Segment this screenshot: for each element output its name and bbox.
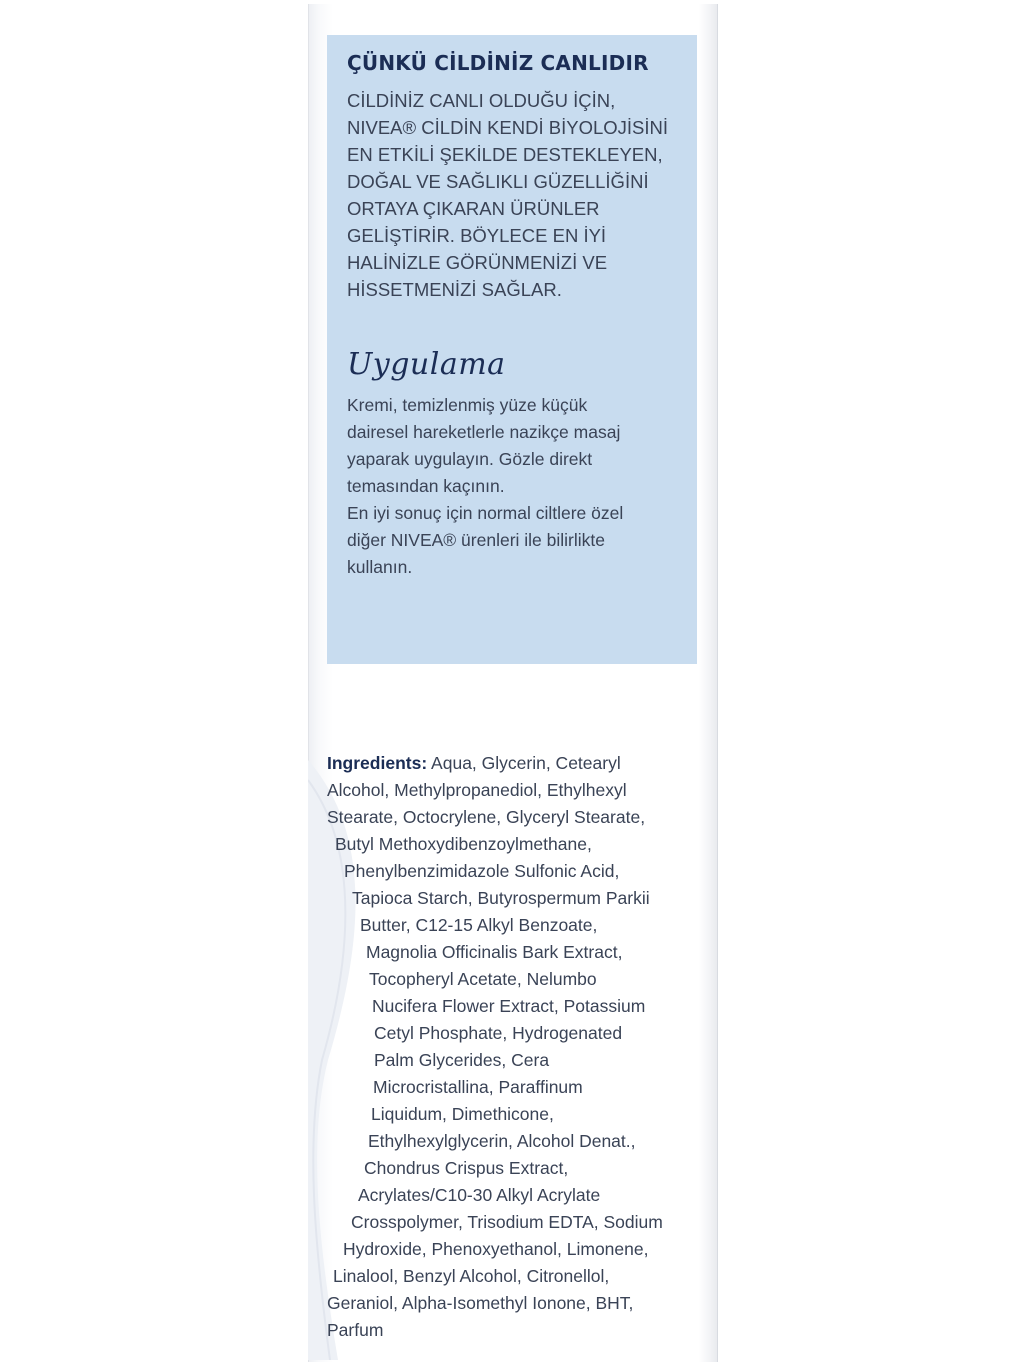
intro-line: GELİŞTİRİR. BÖYLECE EN İYİ <box>347 225 607 246</box>
ingredient-line: Chondrus Crispus Extract, <box>364 1158 569 1178</box>
ingredients-first-text: Aqua, Glycerin, Cetearyl <box>427 753 621 773</box>
ingredient-line: Liquidum, Dimethicone, <box>371 1104 554 1124</box>
intro-line: HALİNİZLE GÖRÜNMENİZİ VE <box>347 252 608 273</box>
usage-line: En iyi sonuç için normal ciltlere özel <box>347 503 624 523</box>
ingredient-line: Linalool, Benzyl Alcohol, Citronellol, <box>333 1266 610 1286</box>
ingredients-label: Ingredients: <box>327 753 428 773</box>
ingredient-line: Phenylbenzimidazole Sulfonic Acid, <box>344 861 620 881</box>
ingredient-line: Crosspolymer, Trisodium EDTA, Sodium <box>351 1212 663 1232</box>
ingredient-line: Stearate, Octocrylene, Glyceryl Stearate, <box>327 807 646 827</box>
panel-heading: ÇÜNKÜ CİLDİNİZ CANLIDIR <box>347 51 649 75</box>
ingredient-line: Microcristallina, Paraffinum <box>373 1077 583 1097</box>
ingredient-line: Nucifera Flower Extract, Potassium <box>372 996 646 1016</box>
usage-line: Kremi, temizlenmiş yüze küçük <box>347 395 588 415</box>
intro-line: EN ETKİLİ ŞEKİLDE DESTEKLEYEN, <box>347 144 663 165</box>
intro-text <box>347 87 697 303</box>
intro-line: DOĞAL VE SAĞLIKLI GÜZELLİĞİNİ <box>347 171 649 192</box>
intro-line: HİSSETMENİZİ SAĞLAR. <box>347 279 562 300</box>
ingredient-line: Alcohol, Methylpropanediol, Ethylhexyl <box>327 780 627 800</box>
usage-line: yaparak uygulayın. Gözle direkt <box>347 449 593 469</box>
ingredients-first-line <box>327 750 707 777</box>
ingredient-line: Butyl Methoxydibenzoylmethane, <box>335 834 592 854</box>
intro-line: CİLDİNİZ CANLI OLDUĞU İÇİN, <box>347 90 616 111</box>
ingredient-line: Butter, C12-15 Alkyl Benzoate, <box>360 915 598 935</box>
usage-line: dairesel hareketlerle nazikçe masaj <box>347 422 621 442</box>
info-panel <box>327 35 697 664</box>
usage-title: Uygulama <box>347 347 506 382</box>
usage-line: temasından kaçının. <box>347 476 505 496</box>
ingredient-line: Hydroxide, Phenoxyethanol, Limonene, <box>343 1239 649 1259</box>
intro-line: NIVEA® CİLDİN KENDİ BİYOLOJİSİNİ <box>347 117 669 138</box>
ingredient-line: Acrylates/C10-30 Alkyl Acrylate <box>358 1185 601 1205</box>
usage-line: diğer NIVEA® ürenleri ile bilirlikte <box>347 530 605 550</box>
usage-line: kullanın. <box>347 557 413 577</box>
ingredient-line: Palm Glycerides, Cera <box>374 1050 550 1070</box>
ingredient-line: Cetyl Phosphate, Hydrogenated <box>374 1023 623 1043</box>
intro-line: ORTAYA ÇIKARAN ÜRÜNLER <box>347 198 600 219</box>
ingredient-line: Ethylhexylglycerin, Alcohol Denat., <box>368 1131 636 1151</box>
ingredient-line: Tapioca Starch, Butyrospermum Parkii <box>352 888 650 908</box>
ingredients-list <box>327 750 707 1344</box>
usage-text <box>347 392 697 581</box>
ingredient-line: Geraniol, Alpha-Isomethyl Ionone, BHT, <box>327 1293 634 1313</box>
ingredient-line: Tocopheryl Acetate, Nelumbo <box>369 969 597 989</box>
ingredient-line: Magnolia Officinalis Bark Extract, <box>366 942 623 962</box>
ingredient-line: Parfum <box>327 1320 384 1340</box>
